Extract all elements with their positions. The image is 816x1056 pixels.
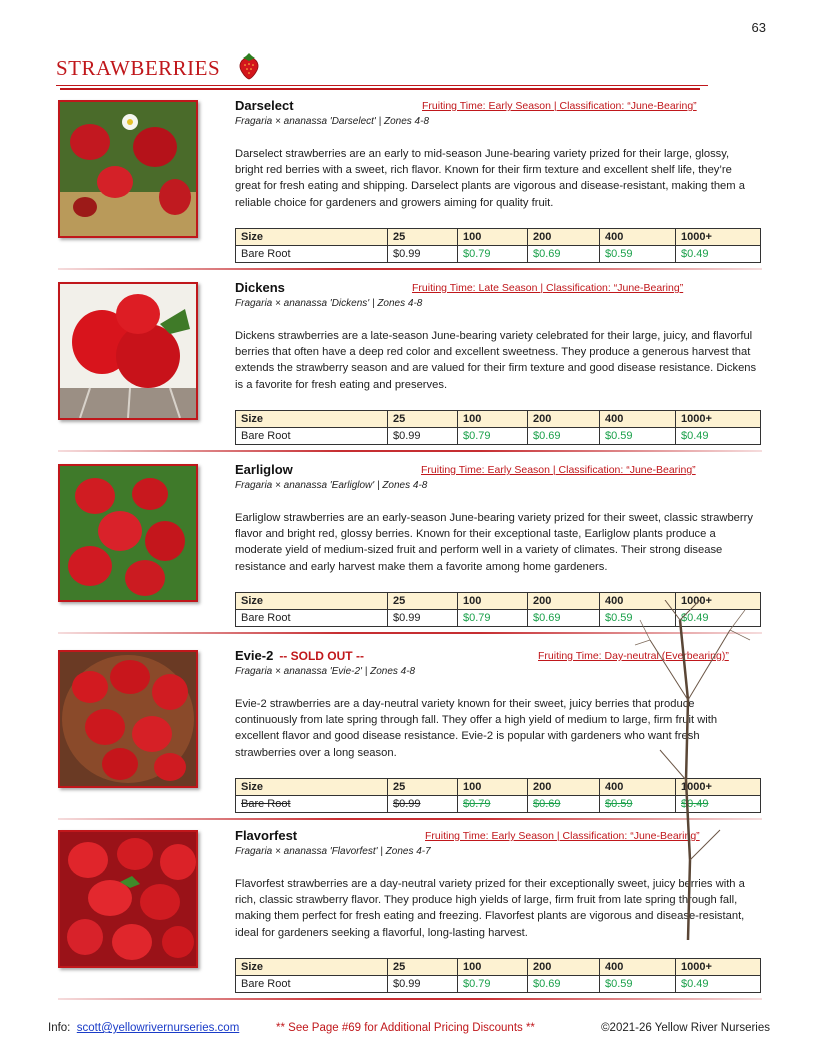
qty-200-header: 200: [528, 779, 600, 796]
price-header-row: [236, 411, 761, 428]
product-photo: [58, 100, 198, 238]
product-description: Darselect strawberries are an early to mid-season June-bearing variety prized for their large, glossy, bright red berries with a sweet, rich flavor. Known for their firm texture and excellent shelf life, they’re great for fresh eating and shipping. Darselect plants are vigorous and disease-resistant, making them a reliable choice for gardeners and growers aiming for quality fruit.: [235, 148, 745, 209]
price-cell: $0.69: [528, 796, 600, 813]
footer-info: [48, 1022, 239, 1034]
price-table: [235, 778, 761, 813]
qty-25-header: 25: [388, 229, 458, 246]
price-table: [235, 228, 761, 263]
size-cell: Bare Root: [236, 976, 388, 993]
product-description: Flavorfest strawberries are a day-neutral variety prized for their exceptionally sweet, juicy berries with a rich, classic strawberry flavor. They produce high yields of large, firm fruit from late spring through fall, making them perfect for fresh eating and freezing. Flavorfest plants are vigorous and disease-resistant, ideal for gardeners seeking a flavorful, long-lasting harvest.: [235, 878, 745, 939]
fruiting-time-link[interactable]: Fruiting Time: Early Season | Classification: “June-Bearing”: [422, 100, 697, 112]
qty-400-header: 400: [600, 229, 676, 246]
price-cell: $0.99: [388, 796, 458, 813]
price-cell: $0.79: [458, 796, 528, 813]
entry-divider: [58, 998, 762, 1000]
price-cell: $0.79: [458, 976, 528, 993]
price-cell: $0.69: [528, 246, 600, 263]
entry-divider: [58, 818, 762, 820]
price-cell: $0.69: [528, 610, 600, 627]
product-photo: [58, 282, 198, 420]
qty-400-header: 400: [600, 779, 676, 796]
price-cell: $0.49: [676, 428, 761, 445]
entry-divider: [58, 268, 762, 270]
price-cell: $0.59: [600, 610, 676, 627]
product-name: [235, 648, 364, 663]
price-row: [236, 428, 761, 445]
size-cell: Bare Root: [236, 428, 388, 445]
price-cell: $0.79: [458, 246, 528, 263]
price-header-row: [236, 593, 761, 610]
price-cell: $0.99: [388, 610, 458, 627]
product-name: Dickens: [235, 280, 285, 295]
product-photo: [58, 830, 198, 968]
qty-200-header: 200: [528, 959, 600, 976]
product-name-text: Evie-2: [235, 648, 274, 663]
fruiting-time-link[interactable]: Fruiting Time: Day-neutral (Everbearing)”: [538, 650, 729, 662]
size-cell: Bare Root: [236, 246, 388, 263]
price-row: [236, 246, 761, 263]
product-entry-earliglow: [56, 464, 766, 646]
product-name: Earliglow: [235, 462, 293, 477]
qty-25-header: 25: [388, 779, 458, 796]
price-row: [236, 976, 761, 993]
copyright: ©2021-26 Yellow River Nurseries: [601, 1022, 770, 1034]
product-description: Earliglow strawberries are an early-season June-bearing variety prized for their sweet, classic strawberry flavor and bright red, glossy berries. Known for their exceptional taste, Earliglow plants produce a moderate yield of medium-sized fruit and perform well in a variety of climates. Their strong disease resistance and early harvest make them a favorite among home gardeners.: [235, 512, 753, 573]
size-header: Size: [236, 959, 388, 976]
qty-100-header: 100: [458, 593, 528, 610]
size-cell: Bare Root: [236, 796, 388, 813]
header-rule: [56, 85, 708, 86]
botanical-name: Fragaria × ananassa 'Dickens' | Zones 4-8: [235, 298, 423, 309]
fruiting-time-link[interactable]: Fruiting Time: Early Season | Classification: “June-Bearing”: [421, 464, 696, 476]
price-cell: $0.69: [528, 976, 600, 993]
qty-100-header: 100: [458, 779, 528, 796]
size-header: Size: [236, 593, 388, 610]
price-header-row: [236, 959, 761, 976]
product-description: Dickens strawberries are a late-season June-bearing variety celebrated for their large, juicy, and flavorful berries that often have a deep red color and excellent sweetness. They produce a generous harvest that extends the strawberry season and are valued for their firm texture and good disease resistance. Dickens is a favorite for fresh eating and preserves.: [235, 330, 757, 391]
price-cell: $0.99: [388, 976, 458, 993]
botanical-name: Fragaria × ananassa 'Darselect' | Zones 4-8: [235, 116, 430, 127]
botanical-name: Fragaria × ananassa 'Evie-2' | Zones 4-8: [235, 666, 416, 677]
product-photo: [58, 650, 198, 788]
price-row: [236, 796, 761, 813]
size-header: Size: [236, 411, 388, 428]
price-cell: $0.99: [388, 428, 458, 445]
info-label: Info:: [48, 1022, 71, 1034]
price-cell: $0.49: [676, 610, 761, 627]
botanical-name: Fragaria × ananassa 'Earliglow' | Zones 4-8: [235, 480, 428, 491]
price-cell: $0.59: [600, 976, 676, 993]
qty-400-header: 400: [600, 411, 676, 428]
qty-25-header: 25: [388, 593, 458, 610]
entry-divider: [58, 450, 762, 452]
price-row: [236, 610, 761, 627]
botanical-name: Fragaria × ananassa 'Flavorfest' | Zones 4-7: [235, 846, 431, 857]
price-cell: $0.59: [600, 428, 676, 445]
fruiting-time-link[interactable]: Fruiting Time: Early Season | Classification: “June-Bearing”: [425, 830, 700, 842]
product-photo: [58, 464, 198, 602]
pricing-note: ** See Page #69 for Additional Pricing Discounts **: [276, 1022, 535, 1034]
qty-400-header: 400: [600, 959, 676, 976]
product-entry-flavorfest: [56, 830, 766, 1012]
product-entry-dickens: [56, 282, 766, 464]
email-link[interactable]: scott@yellowrivernurseries.com: [76, 1022, 240, 1034]
qty-200-header: 200: [528, 411, 600, 428]
qty-1000-header: 1000+: [676, 959, 761, 976]
qty-200-header: 200: [528, 593, 600, 610]
qty-1000-header: 1000+: [676, 593, 761, 610]
header-rule: [60, 88, 700, 90]
qty-25-header: 25: [388, 411, 458, 428]
price-cell: $0.49: [676, 976, 761, 993]
qty-100-header: 100: [458, 959, 528, 976]
qty-1000-header: 1000+: [676, 411, 761, 428]
qty-1000-header: 1000+: [676, 229, 761, 246]
price-cell: $0.99: [388, 246, 458, 263]
price-cell: $0.79: [458, 428, 528, 445]
fruiting-time-link[interactable]: Fruiting Time: Late Season | Classification: “June-Bearing”: [412, 282, 684, 294]
price-header-row: [236, 229, 761, 246]
price-cell: $0.59: [600, 796, 676, 813]
qty-100-header: 100: [458, 411, 528, 428]
product-entry-evie-2: [56, 650, 766, 832]
price-header-row: [236, 779, 761, 796]
price-table: [235, 958, 761, 993]
page-number: 63: [751, 20, 766, 35]
section-title: STRAWBERRIES: [56, 56, 221, 80]
size-cell: Bare Root: [236, 610, 388, 627]
strawberry-icon: [236, 52, 262, 85]
qty-1000-header: 1000+: [676, 779, 761, 796]
price-table: [235, 410, 761, 445]
product-description: Evie-2 strawberries are a day-neutral variety known for their sweet, juicy berries that produce continuously from late spring through fall. They offer a high yield of medium to large, firm fruit with excellent flavor and good disease resistance. Evie-2 is popular with gardeners who want fresh strawberries over a long season.: [235, 698, 718, 759]
sold-out-label: -- SOLD OUT --: [279, 649, 364, 663]
product-name: Flavorfest: [235, 828, 298, 843]
qty-200-header: 200: [528, 229, 600, 246]
price-cell: $0.49: [676, 796, 761, 813]
price-cell: $0.79: [458, 610, 528, 627]
qty-25-header: 25: [388, 959, 458, 976]
price-cell: $0.59: [600, 246, 676, 263]
qty-400-header: 400: [600, 593, 676, 610]
qty-100-header: 100: [458, 229, 528, 246]
price-table: [235, 592, 761, 627]
product-name: Darselect: [235, 98, 294, 113]
section-header: [56, 56, 220, 81]
size-header: Size: [236, 779, 388, 796]
size-header: Size: [236, 229, 388, 246]
entry-divider: [58, 632, 762, 634]
price-cell: $0.49: [676, 246, 761, 263]
product-entry-darselect: [56, 100, 766, 282]
price-cell: $0.69: [528, 428, 600, 445]
